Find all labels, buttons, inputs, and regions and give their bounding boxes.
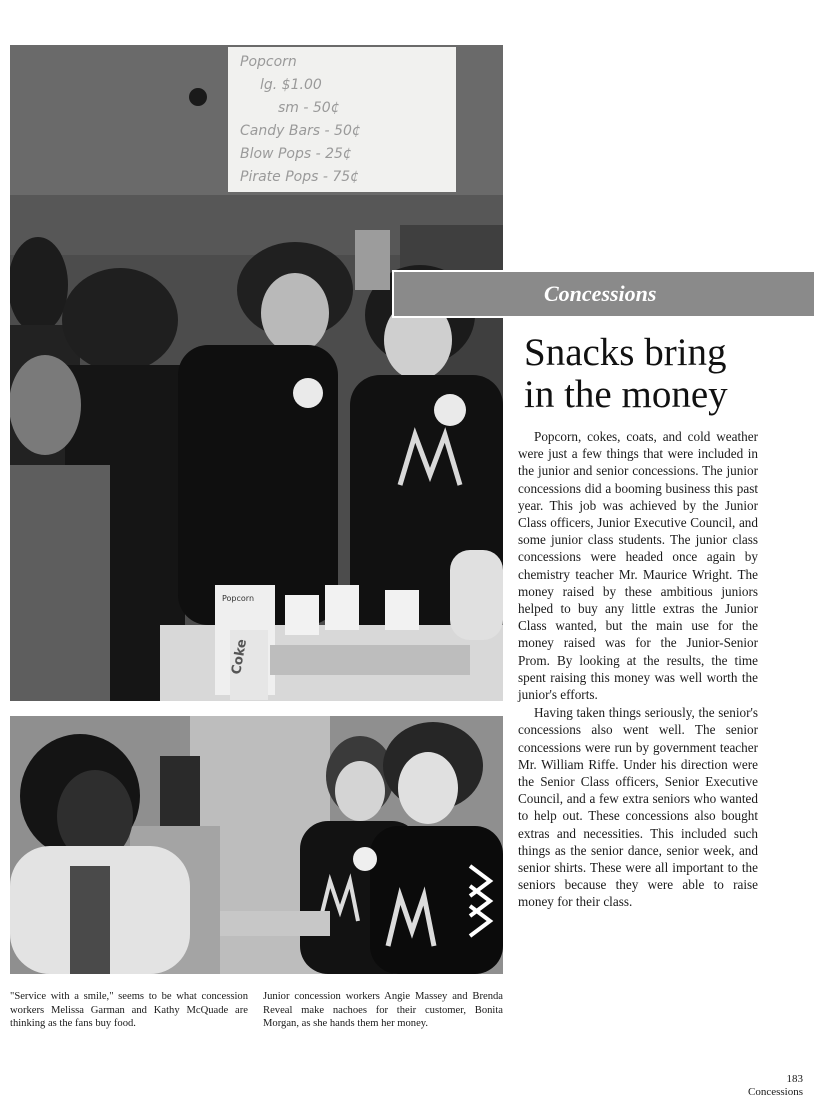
article-headline [524,332,764,416]
caption-left: "Service with a smile," seems to be what concession workers Melissa Garman and Kathy McQuade are thinking as the fans buy food. [10,991,248,1029]
folio-section-name: Concessions [748,1086,803,1098]
body-paragraph-2: Having taken things seriously, the senior's concessions also went well. The senior concessions were run by government teacher Mr. William Riffe. Under his direction were the Senior Class officers, Senior Executive Council, and a few extra seniors who wanted to help out. These concessions also bought extras and necessities. This included such things as the senior dance, senior week, and senior shirts. These were all important to the seniors because they were able to raise money for their class. [518,705,758,910]
page-folio [748,1073,803,1099]
price-sign [228,47,456,192]
caption-right: Junior concession workers Angie Massey and Brenda Reveal make nachoes for their customer, Bonita Morgan, as she hands them her money. [263,991,503,1029]
article-body [518,428,758,911]
headline-line-1: Snacks bring [524,331,727,374]
price-sign-line: sm - 50¢ [278,100,340,116]
price-sign-line: Candy Bars - 50¢ [240,123,361,139]
concession-stand-photo [10,45,503,701]
section-banner [392,270,814,318]
price-sign-line: Pirate Pops - 75¢ [240,169,360,185]
price-sign-line: lg. $1.00 [260,77,322,93]
page-number: 183 [786,1073,803,1085]
headline-line-2: in the money [524,373,728,416]
nacho-sale-photo [10,716,503,974]
price-sign-line: Popcorn [240,54,297,70]
popcorn-box-label: Popcorn [222,594,255,603]
section-banner-label: Concessions [544,281,657,306]
coke-cup-label: Coke [229,638,251,676]
photo-scene-bottom [10,716,503,974]
body-paragraph-1: Popcorn, cokes, coats, and cold weather were just a few things that were included in the junior and senior concessions. The junior concessions did a booming business this past year. This job was achieved by the Junior Class officers, Junior Executive Council, and some junior class students. The junior class concessions were headed once again by chemistry teacher Mr. Maurice Wright. The money raised by these ambitious juniors helped to buy any little extras the Junior Class wanted, but the main use for the money raised was for the Junior-Senior Prom. By looking at the results, the time spent raising this money was well worth the junior's efforts. [518,429,758,703]
price-sign-line: Blow Pops - 25¢ [240,146,352,162]
